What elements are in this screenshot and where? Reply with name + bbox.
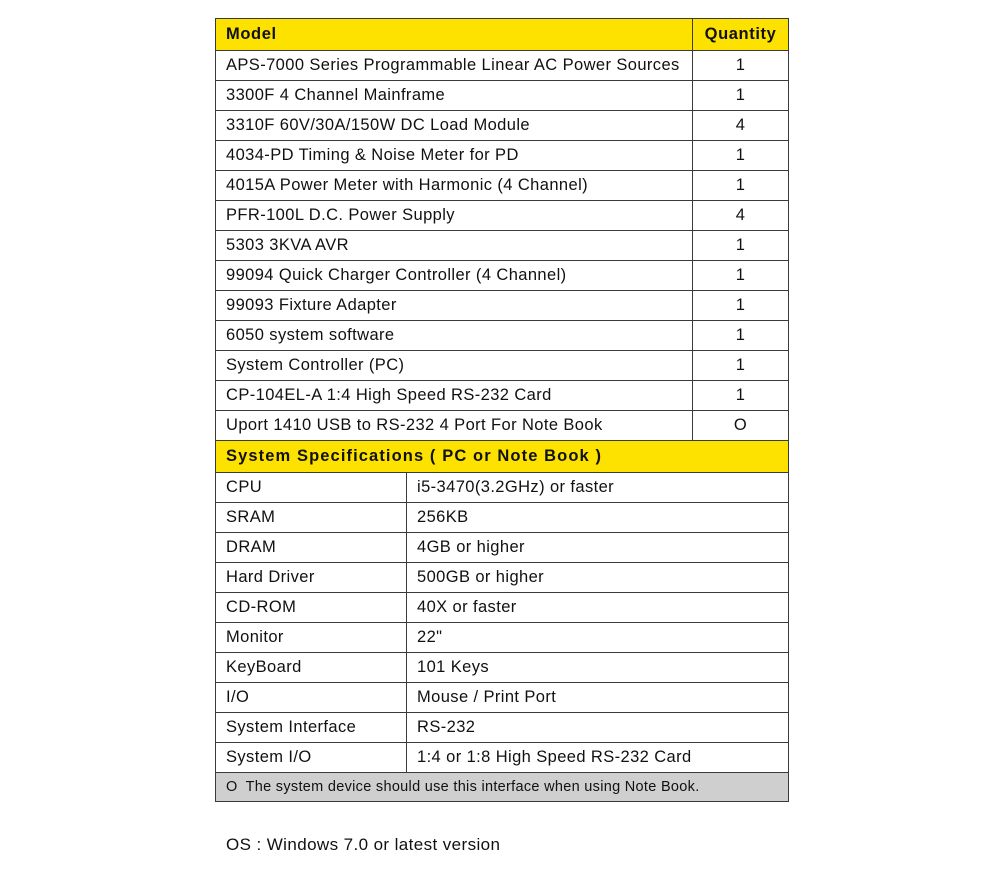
spec-row [216, 563, 789, 593]
model-row [216, 171, 789, 201]
model-name-cell: 4034-PD Timing & Noise Meter for PD [216, 141, 693, 171]
model-row [216, 201, 789, 231]
model-quantity-cell: 4 [693, 111, 789, 141]
model-quantity-cell: 1 [693, 381, 789, 411]
footnote-cell [216, 773, 789, 802]
model-row [216, 141, 789, 171]
spec-row [216, 683, 789, 713]
model-name-cell: PFR-100L D.C. Power Supply [216, 201, 693, 231]
configuration-table [215, 18, 789, 802]
spec-row [216, 593, 789, 623]
spec-value-cell: 500GB or higher [407, 563, 789, 593]
spec-value-cell: 40X or faster [407, 593, 789, 623]
model-name-cell: System Controller (PC) [216, 351, 693, 381]
model-quantity-cell: 1 [693, 321, 789, 351]
spec-value-cell: 22" [407, 623, 789, 653]
model-name-cell: 3310F 60V/30A/150W DC Load Module [216, 111, 693, 141]
model-name-cell: 99093 Fixture Adapter [216, 291, 693, 321]
model-name-cell: 5303 3KVA AVR [216, 231, 693, 261]
footnote-mark: O [226, 779, 238, 795]
model-row [216, 111, 789, 141]
spec-label-cell: System I/O [216, 743, 407, 773]
specs-header-title: System Specifications ( PC or Note Book ) [216, 441, 789, 473]
system-configuration-sheet [215, 18, 788, 802]
model-quantity-cell: 1 [693, 291, 789, 321]
quantity-column-header: Quantity [693, 19, 789, 51]
spec-label-cell: System Interface [216, 713, 407, 743]
spec-row [216, 653, 789, 683]
spec-label-cell: I/O [216, 683, 407, 713]
spec-label-cell: Monitor [216, 623, 407, 653]
model-quantity-cell: 1 [693, 141, 789, 171]
spec-value-cell: 256KB [407, 503, 789, 533]
footnote-text: The system device should use this interface when using Note Book. [245, 779, 700, 795]
spec-row [216, 473, 789, 503]
model-name-cell: CP-104EL-A 1:4 High Speed RS-232 Card [216, 381, 693, 411]
specs-header-row [216, 441, 789, 473]
spec-value-cell: 101 Keys [407, 653, 789, 683]
spec-label-cell: KeyBoard [216, 653, 407, 683]
spec-label-cell: CD-ROM [216, 593, 407, 623]
model-row [216, 381, 789, 411]
model-quantity-cell: 1 [693, 51, 789, 81]
spec-value-cell: 1:4 or 1:8 High Speed RS-232 Card [407, 743, 789, 773]
spec-value-cell: RS-232 [407, 713, 789, 743]
model-quantity-cell: 1 [693, 231, 789, 261]
spec-label-cell: Hard Driver [216, 563, 407, 593]
model-row [216, 321, 789, 351]
model-name-cell: 6050 system software [216, 321, 693, 351]
spec-value-cell: 4GB or higher [407, 533, 789, 563]
footnote-row [216, 773, 789, 802]
model-row [216, 261, 789, 291]
model-name-cell: APS-7000 Series Programmable Linear AC Power Sources [216, 51, 693, 81]
model-row [216, 51, 789, 81]
model-name-cell: 3300F 4 Channel Mainframe [216, 81, 693, 111]
spec-row [216, 623, 789, 653]
model-name-cell: 4015A Power Meter with Harmonic (4 Channel) [216, 171, 693, 201]
spec-value-cell: i5-3470(3.2GHz) or faster [407, 473, 789, 503]
spec-label-cell: DRAM [216, 533, 407, 563]
model-column-header: Model [216, 19, 693, 51]
model-quantity-cell: 1 [693, 261, 789, 291]
model-quantity-cell: O [693, 411, 789, 441]
model-name-cell: 99094 Quick Charger Controller (4 Channel) [216, 261, 693, 291]
model-name-cell: Uport 1410 USB to RS-232 4 Port For Note Book [216, 411, 693, 441]
spec-row [216, 503, 789, 533]
configuration-table-body [216, 19, 789, 802]
model-row [216, 351, 789, 381]
spec-row [216, 713, 789, 743]
model-row [216, 411, 789, 441]
model-row [216, 291, 789, 321]
spec-value-cell: Mouse / Print Port [407, 683, 789, 713]
model-row [216, 81, 789, 111]
spec-row [216, 533, 789, 563]
model-quantity-cell: 4 [693, 201, 789, 231]
model-quantity-cell: 1 [693, 171, 789, 201]
models-header-row [216, 19, 789, 51]
spec-row [216, 743, 789, 773]
spec-label-cell: CPU [216, 473, 407, 503]
model-quantity-cell: 1 [693, 351, 789, 381]
model-row [216, 231, 789, 261]
spec-label-cell: SRAM [216, 503, 407, 533]
model-quantity-cell: 1 [693, 81, 789, 111]
os-requirement-note: OS : Windows 7.0 or latest version [226, 835, 501, 854]
